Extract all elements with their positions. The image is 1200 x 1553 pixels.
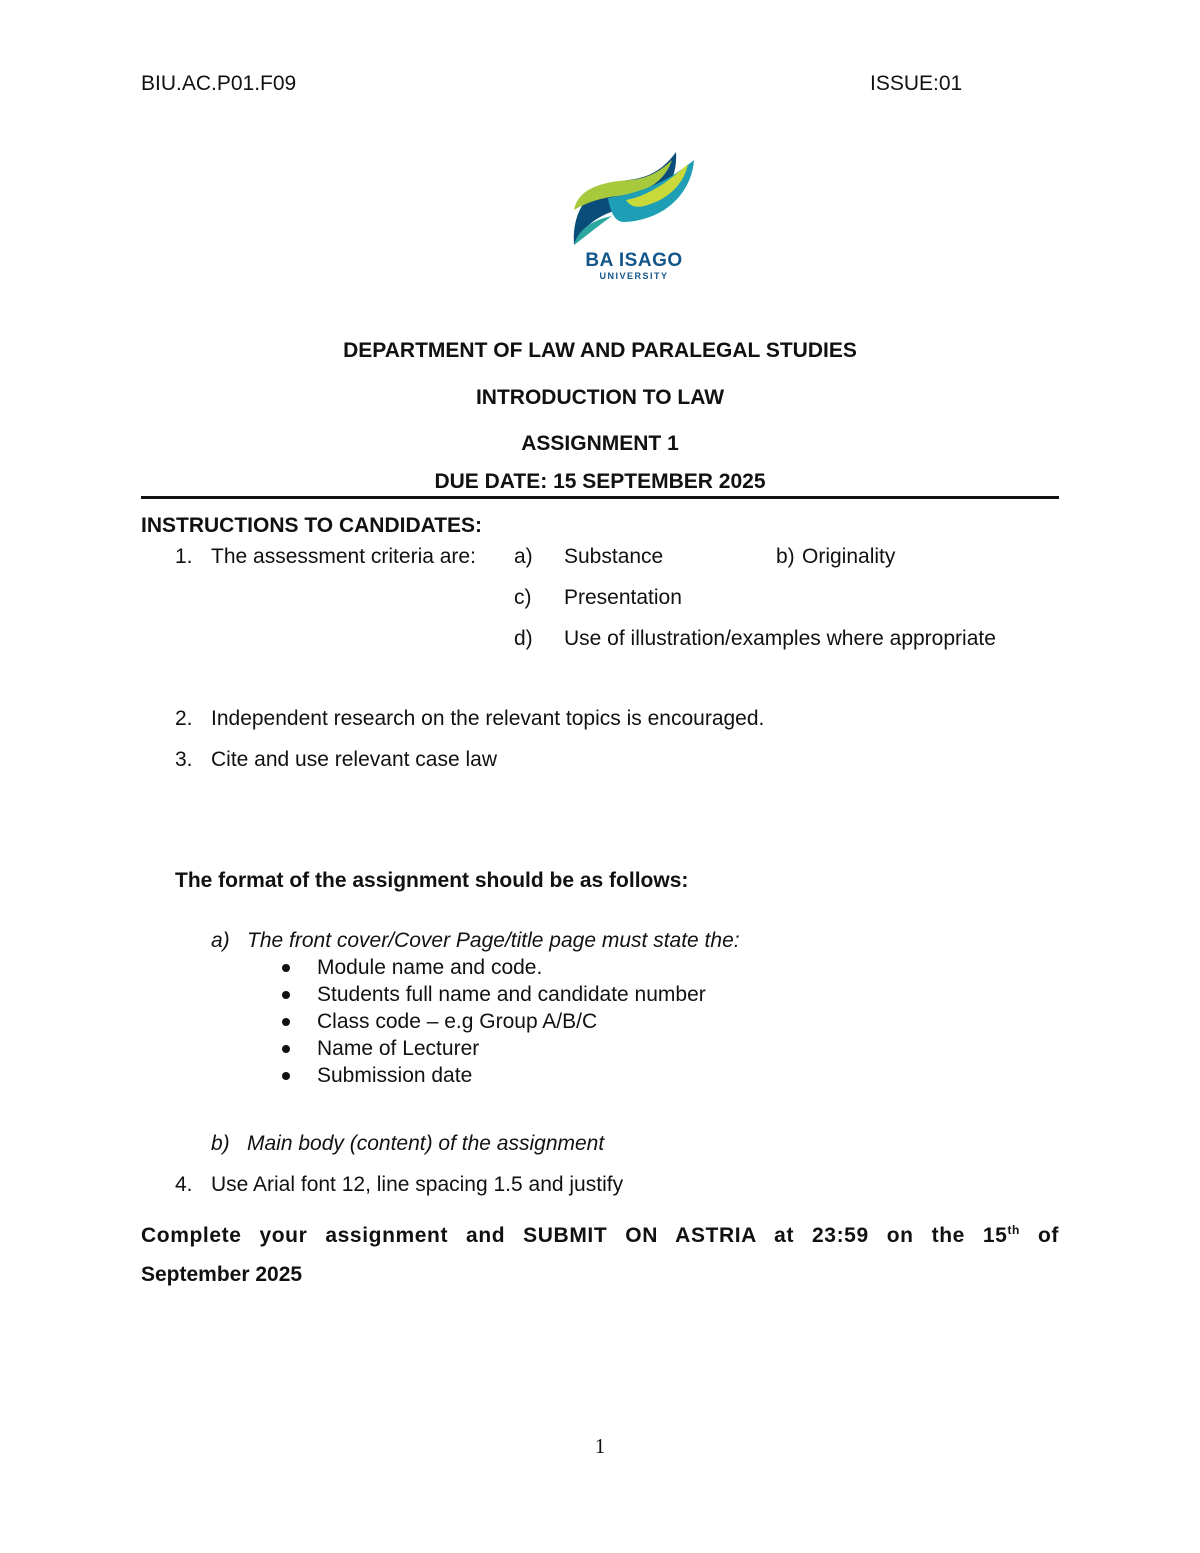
- assignment-title: ASSIGNMENT 1: [521, 432, 679, 455]
- case-law-instruction: Cite and use relevant case law: [211, 748, 497, 771]
- font-instruction: Use Arial font 12, line spacing 1.5 and justify: [211, 1173, 624, 1196]
- bullet-item: Students full name and candidate number: [317, 983, 706, 1006]
- format-letter: a): [211, 929, 230, 952]
- item-number: 4.: [175, 1173, 193, 1196]
- issue-number: ISSUE:01: [870, 72, 963, 95]
- criteria-letter: c): [514, 586, 532, 609]
- criteria-text: Presentation: [564, 586, 682, 609]
- submission-note: [141, 1223, 1059, 1248]
- submission-text: Complete your assignment and SUBMIT ON ASTRIA at 23:59: [141, 1224, 869, 1247]
- bullet-item: Submission date: [317, 1064, 473, 1087]
- logo-subtitle: UNIVERSITY: [599, 271, 669, 281]
- course-title: INTRODUCTION TO LAW: [475, 386, 725, 409]
- department-title: DEPARTMENT OF LAW AND PARALEGAL STUDIES: [343, 339, 857, 362]
- submission-of: of: [1037, 1224, 1060, 1247]
- logo-wordmark: BA ISAGO: [585, 250, 683, 271]
- research-instruction: Independent research on the relevant topics is encouraged.: [211, 707, 765, 730]
- main-body-instruction: Main body (content) of the assignment: [247, 1132, 605, 1155]
- criteria-letter: a): [514, 545, 533, 568]
- criteria-text: Substance: [564, 545, 664, 568]
- bullet-item: Module name and code.: [317, 956, 543, 979]
- submission-month: September 2025: [141, 1263, 303, 1286]
- item-number: 1.: [175, 545, 193, 568]
- bullet-icon: [282, 1018, 290, 1026]
- instructions-heading: INSTRUCTIONS TO CANDIDATES:: [141, 514, 483, 537]
- item-number: 3.: [175, 748, 193, 771]
- bullet-icon: [282, 1072, 290, 1080]
- item-number: 2.: [175, 707, 193, 730]
- format-letter: b): [211, 1132, 230, 1155]
- title-divider: [141, 496, 1059, 499]
- bullet-icon: [282, 991, 290, 999]
- bullet-item: Class code – e.g Group A/B/C: [317, 1010, 598, 1033]
- page-number: 1: [594, 1434, 606, 1458]
- criteria-text: Originality: [802, 545, 896, 568]
- criteria-intro: The assessment criteria are:: [211, 545, 476, 568]
- bullet-icon: [282, 1045, 290, 1053]
- cover-page-instruction: The front cover/Cover Page/title page must state the:: [247, 929, 740, 952]
- bullet-item: Name of Lecturer: [317, 1037, 480, 1060]
- document-code: BIU.AC.P01.F09: [141, 72, 297, 95]
- university-logo: [568, 150, 698, 284]
- leaf-logo-icon: [568, 150, 698, 250]
- format-heading: The format of the assignment should be as follows:: [175, 869, 689, 892]
- criteria-text: Use of illustration/examples where appropriate: [564, 627, 996, 650]
- criteria-letter: b): [776, 545, 795, 568]
- criteria-letter: d): [514, 627, 533, 650]
- submission-date-part: on the 15th: [886, 1223, 1020, 1247]
- due-date: DUE DATE: 15 SEPTEMBER 2025: [434, 470, 766, 493]
- bullet-icon: [282, 964, 290, 972]
